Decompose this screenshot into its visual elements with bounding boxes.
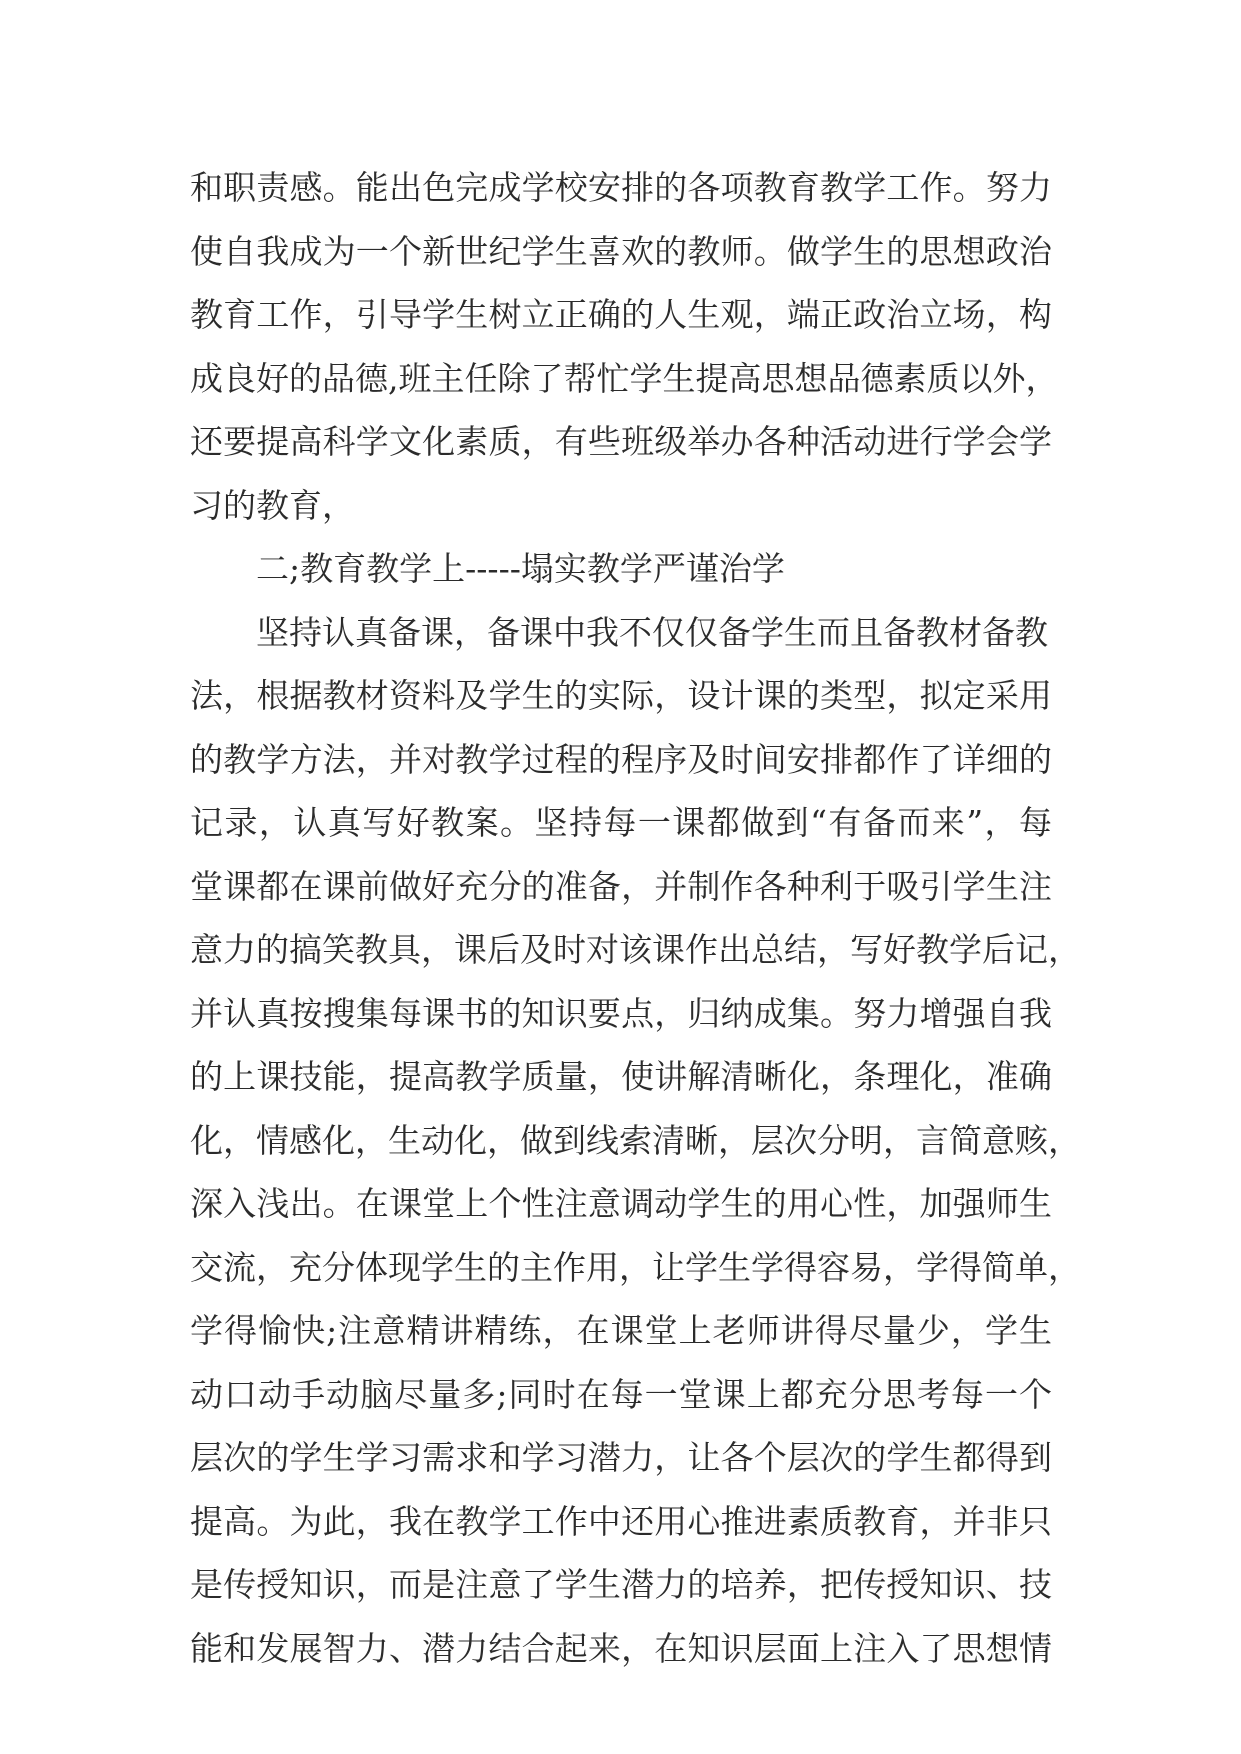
text-line: 的上课技能，提高教学质量，使讲解清晰化，条理化，准确	[190, 1057, 1052, 1096]
text-line: 是传授知识，而是注意了学生潜力的培养，把传授知识、技	[190, 1565, 1052, 1604]
section-heading: 二;教育教学上-----塌实教学严谨治学	[256, 549, 785, 588]
text-line: 动口动手动脑尽量多;同时在每一堂课上都充分思考每一个	[190, 1374, 1052, 1414]
text-line: 层次的学生学习需求和学习潜力，让各个层次的学生都得到	[190, 1438, 1052, 1477]
text-line: 化，情感化，生动化，做到线索清晰，层次分明，言简意赅，	[190, 1120, 1081, 1160]
text-line: 并认真按搜集每课书的知识要点，归纳成集。努力增强自我	[190, 993, 1052, 1033]
text-line: 使自我成为一个新世纪学生喜欢的教师。做学生的思想政治	[190, 231, 1052, 271]
paragraph-1	[190, 156, 1059, 537]
text-line: 教育工作，引导学生树立正确的人生观，端正政治立场，构	[190, 295, 1052, 334]
text-line: 深入浅出。在课堂上个性注意调动学生的用心性，加强师生	[190, 1184, 1052, 1223]
body-text	[190, 156, 1081, 1680]
text-line: 学得愉快;注意精讲精练，在课堂上老师讲得尽量少，学生	[190, 1311, 1052, 1350]
text-line: 记录，认真写好教案。坚持每一课都做到“有备而来”，每	[190, 803, 1052, 842]
text-line: 坚持认真备课，备课中我不仅仅备学生而且备教材备教	[256, 612, 1048, 652]
text-line: 成良好的品德,班主任除了帮忙学生提高思想品德素质以外，	[190, 358, 1059, 398]
text-line: 能和发展智力、潜力结合起来，在知识层面上注入了思想情	[190, 1628, 1052, 1668]
text-line: 还要提高科学文化素质，有些班级举办各种活动进行学会学	[190, 422, 1052, 461]
text-line: 法，根据教材资料及学生的实际，设计课的类型，拟定采用	[190, 676, 1052, 715]
text-line: 意力的搞笑教具，课后及时对该课作出总结，写好教学后记，	[190, 930, 1081, 969]
text-line: 和职责感。能出色完成学校安排的各项教育教学工作。努力	[190, 168, 1052, 207]
text-line: 习的教育，	[190, 485, 355, 525]
text-line: 的教学方法，并对教学过程的程序及时间安排都作了详细的	[190, 739, 1052, 779]
paragraph-2	[190, 601, 1081, 1681]
text-line: 交流，充分体现学生的主作用，让学生学得容易，学得简单，	[190, 1247, 1081, 1287]
text-line: 提高。为此，我在教学工作中还用心推进素质教育，并非只	[190, 1501, 1052, 1541]
text-line: 堂课都在课前做好充分的准备，并制作各种利于吸引学生注	[190, 866, 1052, 906]
